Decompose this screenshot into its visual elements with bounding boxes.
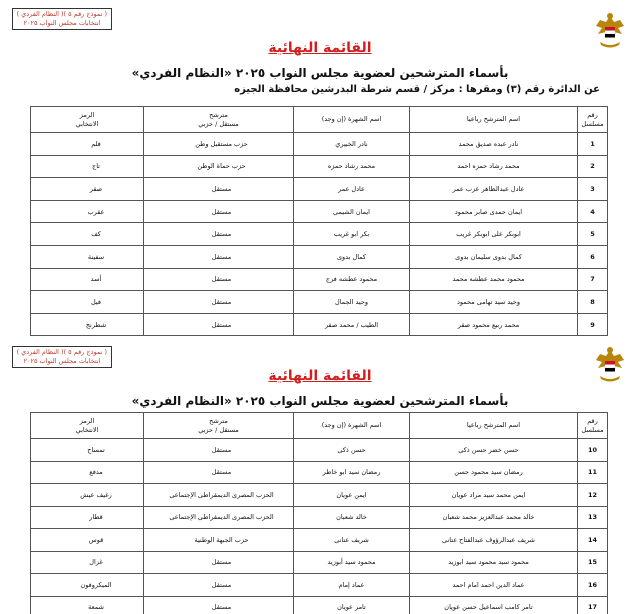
- table-row: [31, 245, 608, 268]
- symbol-cell: تاج: [31, 155, 144, 178]
- serial-cell: 7: [578, 268, 608, 291]
- table-header-row: [31, 413, 608, 439]
- name-cell: محمود سيد محمود سيد ابوزيد: [410, 551, 578, 574]
- table-row: [31, 313, 608, 336]
- name-cell: ايمان حمدى صابر محمود: [410, 200, 578, 223]
- name-cell: عماد الدين احمد امام احمد: [410, 574, 578, 597]
- header-nickname: اسم الشهرة (إن وجد): [294, 107, 410, 133]
- party-cell: الحزب المصرى الديمقراطى الإجتماعى: [144, 484, 294, 507]
- table-header-row: [31, 107, 608, 133]
- party-cell: مستقل: [144, 313, 294, 336]
- symbol-cell: غزال: [31, 551, 144, 574]
- form-number-line: ( نموذج رقم ٥ )( النظام الفردي ): [16, 348, 107, 356]
- serial-cell: 16: [578, 574, 608, 597]
- header-symbol: الرمز الانتخابي: [31, 107, 144, 133]
- symbol-cell: شمعة: [31, 596, 144, 614]
- serial-cell: 8: [578, 291, 608, 314]
- symbol-cell: شطرنج: [31, 313, 144, 336]
- nickname-cell: وحيد الجمال: [294, 291, 410, 314]
- serial-cell: 6: [578, 245, 608, 268]
- header-party: مترشح مستقل / حزبي: [144, 413, 294, 439]
- candidates-table: [30, 412, 608, 614]
- table-row: [31, 439, 608, 462]
- serial-cell: 10: [578, 439, 608, 462]
- table-row: [31, 506, 608, 529]
- table-row: [31, 484, 608, 507]
- nickname-cell: حسن ذكى: [294, 439, 410, 462]
- serial-cell: 11: [578, 461, 608, 484]
- symbol-cell: سفينة: [31, 245, 144, 268]
- symbol-cell: قطار: [31, 506, 144, 529]
- table-row: [31, 178, 608, 201]
- party-cell: مستقل: [144, 200, 294, 223]
- symbol-cell: عقرب: [31, 200, 144, 223]
- serial-cell: 15: [578, 551, 608, 574]
- party-cell: مستقل: [144, 245, 294, 268]
- name-cell: وحيد سيد تهامى محمود: [410, 291, 578, 314]
- header-name: اسم المترشح رباعيا: [410, 413, 578, 439]
- serial-cell: 12: [578, 484, 608, 507]
- nickname-cell: الطيب / محمد صقر: [294, 313, 410, 336]
- table-row: [31, 133, 608, 156]
- header-party: مترشح مستقل / حزبي: [144, 107, 294, 133]
- nickname-cell: بكر ابو غريب: [294, 223, 410, 246]
- table-row: [31, 529, 608, 552]
- serial-cell: 2: [578, 155, 608, 178]
- name-cell: ابوبكر على ابوبكر غريب: [410, 223, 578, 246]
- serial-cell: 9: [578, 313, 608, 336]
- party-cell: حزب الجبهة الوطنية: [144, 529, 294, 552]
- header-nickname: اسم الشهرة (إن وجد): [294, 413, 410, 439]
- name-cell: خالد محمد عبدالعزيز محمد شعبان: [410, 506, 578, 529]
- serial-cell: 17: [578, 596, 608, 614]
- symbol-cell: تمساح: [31, 439, 144, 462]
- nickname-cell: محمود سيد أبوزيد: [294, 551, 410, 574]
- table-row: [31, 551, 608, 574]
- nickname-cell: خالد شعبان: [294, 506, 410, 529]
- party-cell: الحزب المصرى الديمقراطى الإجتماعى: [144, 506, 294, 529]
- symbol-cell: مدفع: [31, 461, 144, 484]
- party-cell: مستقل: [144, 551, 294, 574]
- form-number-line: ( نموذج رقم ٥ )( النظام الفردي ): [16, 10, 107, 18]
- symbol-cell: الميكروفون: [31, 574, 144, 597]
- district-line: عن الدائرة رقم (٣) ومقرها : مركز / قسم شرطة البدرشين محافظة الجيزه: [234, 84, 600, 95]
- party-cell: مستقل: [144, 596, 294, 614]
- name-cell: رمضان سيد محمود حسن: [410, 461, 578, 484]
- serial-cell: 14: [578, 529, 608, 552]
- serial-cell: 5: [578, 223, 608, 246]
- form-number-box: [12, 346, 112, 368]
- name-cell: تامر كامب اسماعيل حسن عويان: [410, 596, 578, 614]
- nickname-cell: ايمان الشيمى: [294, 200, 410, 223]
- nickname-cell: محمد رشاد حمزه: [294, 155, 410, 178]
- form-number-box: [12, 8, 112, 30]
- name-cell: عادل عبدالظاهر عزب عمر: [410, 178, 578, 201]
- party-cell: حزب مستقبل وطن: [144, 133, 294, 156]
- serial-cell: 3: [578, 178, 608, 201]
- nickname-cell: نادر الخبيري: [294, 133, 410, 156]
- table-row: [31, 223, 608, 246]
- party-cell: مستقل: [144, 178, 294, 201]
- final-list-title: القائمة النهائية: [268, 368, 372, 384]
- table-row: [31, 155, 608, 178]
- party-cell: مستقل: [144, 268, 294, 291]
- nickname-cell: ايمن عويان: [294, 484, 410, 507]
- nickname-cell: رمضان سيد ابو خاطر: [294, 461, 410, 484]
- name-cell: نادر عبده صديق محمد: [410, 133, 578, 156]
- nickname-cell: عماد إمام: [294, 574, 410, 597]
- table-row: [31, 291, 608, 314]
- nickname-cell: تامر عويان: [294, 596, 410, 614]
- nickname-cell: كمال بدوى: [294, 245, 410, 268]
- table-row: [31, 574, 608, 597]
- party-cell: مستقل: [144, 574, 294, 597]
- party-cell: مستقل: [144, 439, 294, 462]
- symbol-cell: صقر: [31, 178, 144, 201]
- name-cell: محمد ربيع محمود صقر: [410, 313, 578, 336]
- serial-cell: 1: [578, 133, 608, 156]
- table-row: [31, 461, 608, 484]
- header-name: اسم المترشح رباعيا: [410, 107, 578, 133]
- symbol-cell: فيل: [31, 291, 144, 314]
- party-cell: حزب حماة الوطن: [144, 155, 294, 178]
- name-cell: شريف عبدالرؤوف عبدالفتاح عتانى: [410, 529, 578, 552]
- name-cell: محمد رشاد حمزه احمد: [410, 155, 578, 178]
- candidates-table: [30, 106, 608, 336]
- ballot-page-2: [0, 340, 640, 614]
- nickname-cell: محمود عطشه فرج: [294, 268, 410, 291]
- symbol-cell: أسد: [31, 268, 144, 291]
- form-election-line: انتخابات مجلس النواب ٢٠٢٥: [23, 19, 101, 27]
- table-row: [31, 268, 608, 291]
- party-cell: مستقل: [144, 223, 294, 246]
- party-cell: مستقل: [144, 291, 294, 314]
- name-cell: محمود محمد عطشه محمد: [410, 268, 578, 291]
- table-row: [31, 596, 608, 614]
- header-serial: رقم مسلسل: [578, 107, 608, 133]
- symbol-cell: قلم: [31, 133, 144, 156]
- final-list-title: القائمة النهائية: [268, 40, 372, 56]
- name-cell: ايمن محمد سيد مراد عويان: [410, 484, 578, 507]
- name-cell: حسن خضر حسن ذكى: [410, 439, 578, 462]
- serial-cell: 4: [578, 200, 608, 223]
- party-cell: مستقل: [144, 461, 294, 484]
- nickname-cell: شريف عتانى: [294, 529, 410, 552]
- header-serial: رقم مسلسل: [578, 413, 608, 439]
- list-subtitle: بأسماء المترشحين لعضوية مجلس النواب ٢٠٢٥ «النظام الفردي»: [131, 66, 509, 80]
- header-symbol: الرمز الانتخابي: [31, 413, 144, 439]
- symbol-cell: رغيف عيش: [31, 484, 144, 507]
- serial-cell: 13: [578, 506, 608, 529]
- form-election-line: انتخابات مجلس النواب ٢٠٢٥: [23, 357, 101, 365]
- symbol-cell: قوس: [31, 529, 144, 552]
- symbol-cell: كف: [31, 223, 144, 246]
- table-row: [31, 200, 608, 223]
- name-cell: كمال بدوى سليمان بدوى: [410, 245, 578, 268]
- list-subtitle: بأسماء المترشحين لعضوية مجلس النواب ٢٠٢٥ «النظام الفردي»: [131, 394, 509, 408]
- nickname-cell: عادل عمر: [294, 178, 410, 201]
